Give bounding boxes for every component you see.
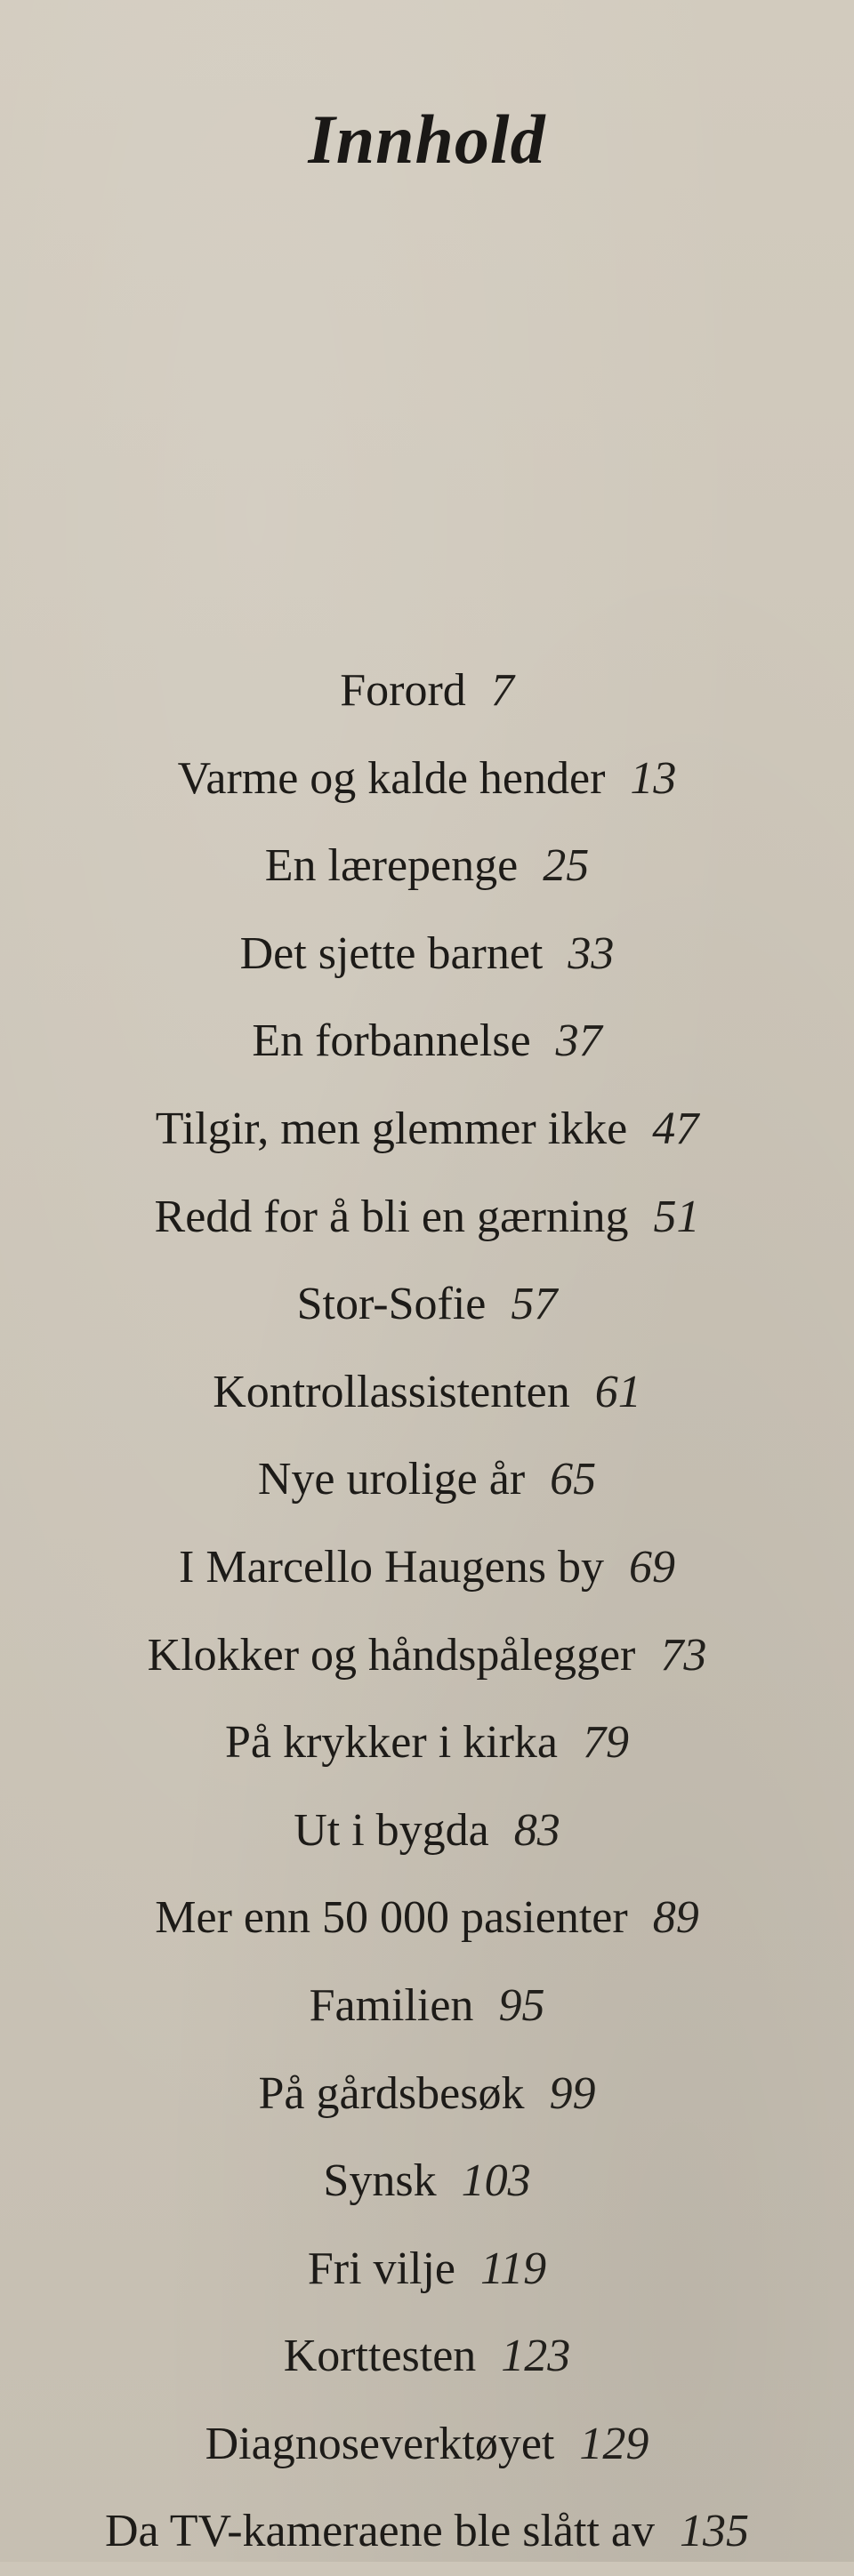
toc-entry-title: Tilgir, men glemmer ikke [155,1103,628,1154]
toc-entry-title: Synsk [323,2155,437,2207]
toc-entry-title: Varme og kalde hender [177,752,606,804]
toc-entry-page: 65 [550,1454,597,1505]
toc-entry-title: Mer enn 50 000 pasienter [155,1892,628,1944]
toc-entry-title: Klokker og håndspålegger [147,1629,636,1681]
toc-entry [0,1962,854,2050]
toc-entry-title: Det sjette barnet [239,927,544,979]
toc-entry [0,1874,854,1962]
toc-entry [0,2313,854,2401]
toc-entry [0,1174,854,1262]
toc-entry [0,1787,854,1875]
page-title: Innhold [308,100,546,179]
toc-entry-title: En lærepenge [264,840,519,892]
toc-entry-title: Stor-Sofie [296,1279,487,1330]
toc-entry-page: 37 [555,1015,602,1067]
toc-entry-title: Redd for å bli en gærning [154,1191,629,1242]
toc-entry [0,2226,854,2314]
toc-entry-page: 57 [511,1279,558,1330]
toc-entry-title: Fri vilje [307,2243,455,2294]
toc-entry-page: 129 [579,2418,649,2469]
table-of-contents [0,647,854,2576]
toc-entry-page: 73 [660,1629,707,1681]
toc-entry [0,911,854,999]
toc-entry-page: 13 [630,752,677,804]
toc-entry-page: 69 [628,1541,675,1593]
toc-entry [0,1261,854,1349]
toc-entry-title: Korttesten [283,2331,477,2382]
toc-entry-title: Ut i bygda [294,1804,489,1856]
toc-entry-page: 95 [498,1979,545,2031]
toc-entry-title: Forord [340,665,466,716]
toc-entry [0,1349,854,1437]
toc-entry [0,2401,854,2489]
toc-entry-page: 51 [653,1191,700,1242]
toc-entry [0,735,854,823]
toc-entry-title: Da TV-kameraene ble slått av [105,2506,655,2557]
toc-entry-page: 25 [543,840,590,892]
toc-entry-page: 89 [652,1892,699,1944]
toc-entry-page: 79 [583,1717,629,1769]
toc-entry-page: 135 [679,2506,749,2557]
toc-entry [0,1086,854,1174]
toc-entry [0,2138,854,2226]
toc-entry-title: Diagnoseverktøyet [205,2418,555,2469]
toc-entry-page: 83 [513,1804,560,1856]
toc-entry-page: 123 [501,2331,571,2382]
toc-entry-page: 61 [594,1366,641,1417]
toc-entry [0,1524,854,1612]
toc-entry-page: 33 [568,927,615,979]
toc-entry-title: En forbannelse [252,1015,531,1067]
toc-entry [0,998,854,1086]
toc-entry-title: Kontrollassistenten [213,1366,570,1417]
toc-entry [0,2488,854,2576]
toc-entry-title: Nye urolige år [257,1454,526,1505]
toc-entry-page: 103 [461,2155,531,2207]
toc-entry-page: 47 [652,1103,699,1154]
toc-entry [0,1699,854,1787]
toc-entry-title: Familien [309,1979,474,2031]
toc-entry-title: På gårdsbesøk [258,2067,525,2119]
toc-entry-page: 99 [549,2067,596,2119]
toc-entry-title: På krykker i kirka [224,1717,558,1769]
toc-entry [0,823,854,911]
toc-entry [0,2050,854,2139]
toc-entry-page: 7 [490,665,514,716]
toc-entry [0,1612,854,1700]
toc-entry-page: 119 [479,2243,547,2294]
toc-entry [0,1436,854,1524]
toc-entry-title: I Marcello Haugens by [179,1541,604,1593]
toc-entry [0,647,854,735]
